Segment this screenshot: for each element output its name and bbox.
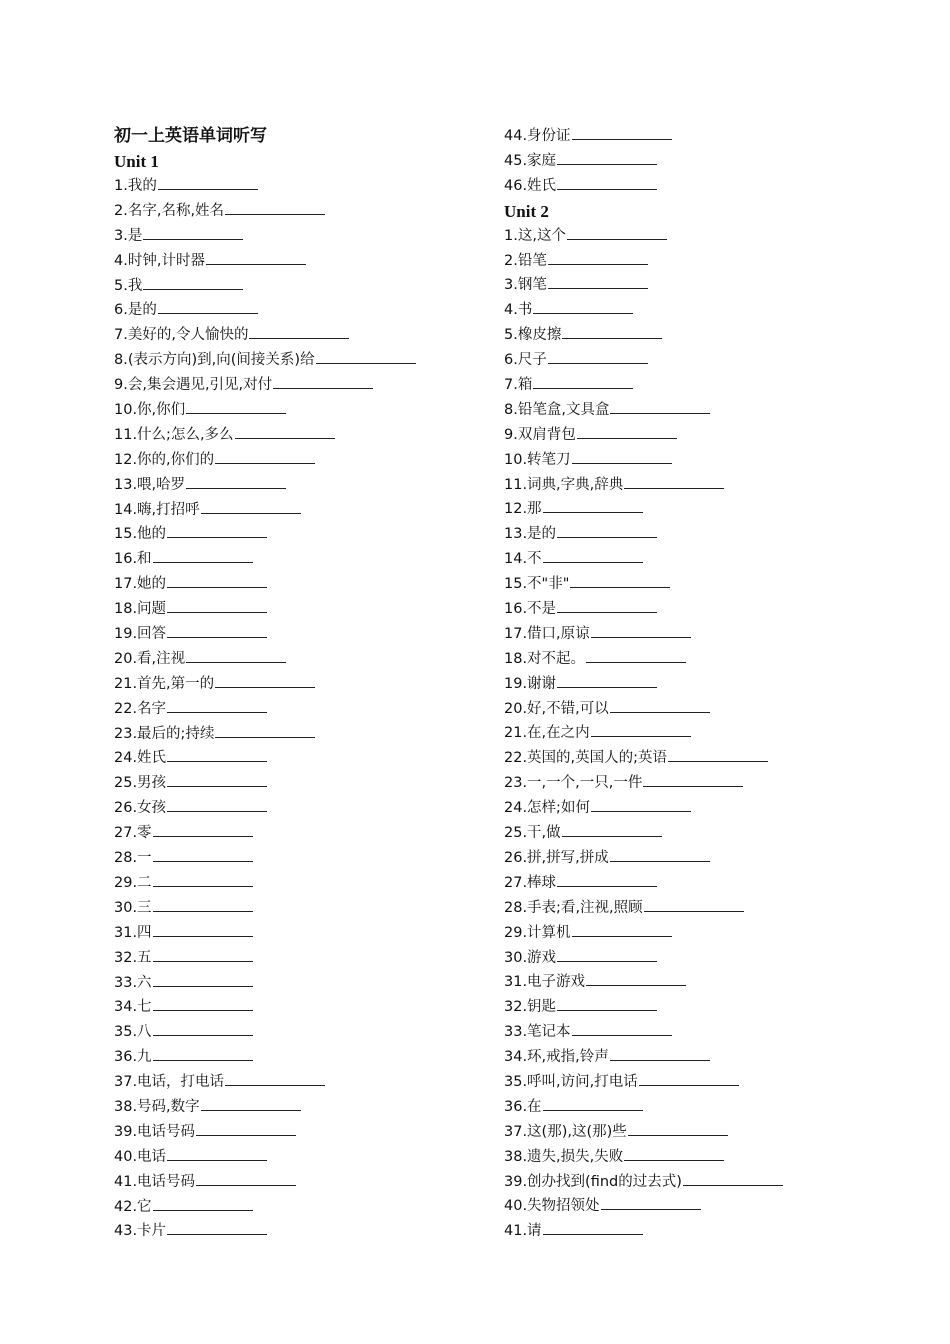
answer-blank bbox=[610, 398, 710, 414]
dictation-item-label: 32.钥匙 bbox=[504, 999, 557, 1016]
dictation-item-label: 27.零 bbox=[114, 825, 152, 842]
dictation-item-label: 31.电子游戏 bbox=[504, 974, 586, 991]
dictation-item-label: 16.和 bbox=[114, 551, 152, 568]
dictation-item-label: 18.对不起。 bbox=[504, 650, 586, 667]
dictation-item bbox=[114, 1020, 494, 1045]
answer-blank bbox=[201, 1095, 301, 1111]
left-column bbox=[114, 124, 494, 1244]
dictation-item-label: 22.名字 bbox=[114, 700, 167, 717]
dictation-item bbox=[504, 746, 904, 771]
dictation-item-label: 6.是的 bbox=[114, 302, 157, 319]
dictation-item-label: 24.姓氏 bbox=[114, 750, 167, 767]
dictation-item bbox=[504, 846, 904, 871]
answer-blank bbox=[153, 921, 253, 937]
dictation-item-label: 21.在,在之内 bbox=[504, 725, 590, 742]
answer-blank bbox=[557, 871, 657, 887]
dictation-item bbox=[504, 1219, 904, 1244]
page-title: 初一上英语单词听写 bbox=[114, 126, 267, 146]
dictation-item bbox=[504, 597, 904, 622]
answer-blank bbox=[143, 224, 243, 240]
dictation-item-label: 8.(表示方向)到,向(间接关系)给 bbox=[114, 352, 315, 369]
dictation-item bbox=[504, 448, 904, 473]
dictation-item-label: 45.家庭 bbox=[504, 152, 557, 169]
answer-blank bbox=[557, 672, 657, 688]
answer-blank bbox=[167, 597, 267, 613]
answer-blank bbox=[639, 1070, 739, 1086]
answer-blank bbox=[548, 348, 648, 364]
dictation-item bbox=[114, 821, 494, 846]
dictation-item-label: 28.手表;看,注视,照顾 bbox=[504, 899, 643, 916]
answer-blank bbox=[235, 423, 335, 439]
dictation-item-label: 34.七 bbox=[114, 999, 152, 1016]
dictation-item bbox=[114, 224, 494, 249]
dictation-item bbox=[504, 1170, 904, 1195]
dictation-item bbox=[114, 547, 494, 572]
dictation-item bbox=[114, 298, 494, 323]
dictation-item bbox=[504, 124, 904, 149]
answer-blank bbox=[586, 970, 686, 986]
dictation-item-label: 19.谢谢 bbox=[504, 675, 557, 692]
answer-blank bbox=[167, 622, 267, 638]
dictation-item bbox=[114, 498, 494, 523]
dictation-item-label: 15.不"非" bbox=[504, 576, 570, 593]
dictation-item bbox=[504, 273, 904, 298]
dictation-item-label: 5.我 bbox=[114, 277, 143, 294]
answer-blank bbox=[196, 1120, 296, 1136]
answer-blank bbox=[543, 1219, 643, 1235]
dictation-item bbox=[504, 298, 904, 323]
dictation-item bbox=[114, 398, 494, 423]
dictation-item-label: 11.什么;怎么,多么 bbox=[114, 426, 234, 443]
dictation-item bbox=[114, 1170, 494, 1195]
dictation-item bbox=[114, 572, 494, 597]
answer-blank bbox=[153, 971, 253, 987]
dictation-item-label: 21.首先,第一的 bbox=[114, 675, 215, 692]
dictation-item-label: 37.电话，打电话 bbox=[114, 1074, 225, 1091]
dictation-item bbox=[114, 846, 494, 871]
answer-blank bbox=[316, 348, 416, 364]
answer-blank bbox=[557, 149, 657, 165]
dictation-item-label: 41.电话号码 bbox=[114, 1173, 196, 1190]
dictation-item-label: 26.女孩 bbox=[114, 800, 167, 817]
dictation-item bbox=[114, 921, 494, 946]
dictation-item-label: 33.笔记本 bbox=[504, 1024, 571, 1041]
answer-blank bbox=[158, 174, 258, 190]
dictation-item bbox=[114, 971, 494, 996]
dictation-item bbox=[114, 1045, 494, 1070]
dictation-item-label: 14.嗨,打招呼 bbox=[114, 501, 200, 518]
answer-blank bbox=[196, 1170, 296, 1186]
answer-blank bbox=[543, 497, 643, 513]
answer-blank bbox=[644, 896, 744, 912]
dictation-item bbox=[504, 1194, 904, 1219]
dictation-item bbox=[114, 423, 494, 448]
dictation-item-label: 33.六 bbox=[114, 974, 152, 991]
dictation-item-label: 23.一,一个,一只,一件 bbox=[504, 775, 643, 792]
dictation-item bbox=[504, 249, 904, 274]
answer-blank bbox=[225, 199, 325, 215]
dictation-item-label: 5.橡皮擦 bbox=[504, 327, 562, 344]
answer-blank bbox=[610, 1045, 710, 1061]
dictation-item-label: 46.姓氏 bbox=[504, 177, 557, 194]
answer-blank bbox=[543, 547, 643, 563]
dictation-item-label: 13.喂,哈罗 bbox=[114, 476, 186, 493]
dictation-item bbox=[114, 1120, 494, 1145]
answer-blank bbox=[548, 273, 648, 289]
dictation-item bbox=[114, 597, 494, 622]
dictation-item bbox=[114, 199, 494, 224]
dictation-item bbox=[504, 921, 904, 946]
answer-blank bbox=[548, 249, 648, 265]
dictation-item-label: 25.男孩 bbox=[114, 775, 167, 792]
dictation-item-label: 35.呼叫,访问,打电话 bbox=[504, 1073, 638, 1090]
answer-blank bbox=[201, 498, 301, 514]
dictation-item bbox=[504, 672, 904, 697]
answer-blank bbox=[225, 1070, 325, 1086]
dictation-item-label: 40.失物招领处 bbox=[504, 1198, 600, 1215]
dictation-item-label: 23.最后的;持续 bbox=[114, 725, 215, 742]
answer-blank bbox=[153, 846, 253, 862]
right-column bbox=[504, 124, 904, 1244]
answer-blank bbox=[186, 473, 286, 489]
unit-1-heading: Unit 1 bbox=[114, 152, 159, 171]
answer-blank bbox=[167, 771, 267, 787]
dictation-item-label: 7.箱 bbox=[504, 377, 533, 394]
dictation-item bbox=[114, 323, 494, 348]
dictation-item bbox=[504, 1095, 904, 1120]
dictation-item bbox=[504, 373, 904, 398]
dictation-item-label: 3.是 bbox=[114, 227, 143, 244]
answer-blank bbox=[572, 921, 672, 937]
dictation-item-label: 15.他的 bbox=[114, 526, 167, 543]
answer-blank bbox=[167, 572, 267, 588]
answer-blank bbox=[533, 298, 633, 314]
dictation-item bbox=[504, 224, 904, 249]
answer-blank bbox=[624, 1145, 724, 1161]
dictation-item-label: 44.身份证 bbox=[504, 128, 571, 144]
answer-blank bbox=[153, 896, 253, 912]
dictation-item bbox=[504, 796, 904, 821]
dictation-item bbox=[114, 1195, 494, 1220]
dictation-item bbox=[114, 722, 494, 747]
dictation-item bbox=[504, 1020, 904, 1045]
answer-blank bbox=[557, 946, 657, 962]
answer-blank bbox=[153, 946, 253, 962]
dictation-item bbox=[114, 746, 494, 771]
dictation-item-label: 20.看,注视 bbox=[114, 650, 186, 667]
dictation-item-label: 26.拼,拼写,拼成 bbox=[504, 849, 609, 866]
dictation-item bbox=[114, 672, 494, 697]
dictation-item-label: 17.借口,原谅 bbox=[504, 625, 590, 642]
dictation-item-label: 18.问题 bbox=[114, 601, 167, 618]
dictation-item bbox=[504, 622, 904, 647]
answer-blank bbox=[153, 821, 253, 837]
dictation-item bbox=[114, 1095, 494, 1120]
dictation-item-label: 32.五 bbox=[114, 949, 152, 966]
dictation-item-label: 30.游戏 bbox=[504, 949, 557, 966]
answer-blank bbox=[557, 995, 657, 1011]
dictation-item-label: 8.铅笔盒,文具盒 bbox=[504, 401, 610, 418]
dictation-item-label: 9.双肩背包 bbox=[504, 426, 576, 443]
answer-blank bbox=[153, 1195, 253, 1211]
answer-blank bbox=[562, 821, 662, 837]
answer-blank bbox=[557, 174, 657, 190]
dictation-item-label: 20.好,不错,可以 bbox=[504, 700, 609, 717]
dictation-item bbox=[504, 473, 904, 498]
unit-2-heading: Unit 2 bbox=[504, 201, 549, 221]
dictation-item-label: 40.电话 bbox=[114, 1148, 167, 1165]
dictation-item bbox=[114, 946, 494, 971]
dictation-item-label: 6.尺子 bbox=[504, 352, 547, 369]
answer-blank bbox=[628, 1120, 728, 1136]
dictation-item-label: 42.它 bbox=[114, 1198, 152, 1215]
dictation-item bbox=[504, 497, 904, 522]
answer-blank bbox=[153, 995, 253, 1011]
dictation-item-label: 7.美好的,令人愉快的 bbox=[114, 327, 249, 344]
dictation-item bbox=[504, 522, 904, 547]
dictation-item-label: 30.三 bbox=[114, 899, 152, 916]
answer-blank bbox=[167, 1219, 267, 1235]
answer-blank bbox=[543, 1095, 643, 1111]
dictation-item bbox=[114, 373, 494, 398]
dictation-item-label: 29.二 bbox=[114, 874, 152, 891]
dictation-item bbox=[114, 249, 494, 274]
answer-blank bbox=[557, 522, 657, 538]
dictation-item bbox=[504, 423, 904, 448]
dictation-item-label: 41.请 bbox=[504, 1223, 542, 1240]
dictation-item bbox=[114, 871, 494, 896]
answer-blank bbox=[153, 1020, 253, 1036]
dictation-item-label: 22.英国的,英国人的;英语 bbox=[504, 750, 668, 767]
dictation-item-label: 1.我的 bbox=[114, 178, 157, 194]
answer-blank bbox=[153, 547, 253, 563]
answer-blank bbox=[158, 298, 258, 314]
dictation-item bbox=[114, 697, 494, 722]
dictation-item-label: 38.号码,数字 bbox=[114, 1098, 200, 1115]
answer-blank bbox=[249, 323, 349, 339]
answer-blank bbox=[153, 1045, 253, 1061]
dictation-item bbox=[504, 547, 904, 572]
answer-blank bbox=[153, 871, 253, 887]
answer-blank bbox=[601, 1194, 701, 1210]
dictation-item-label: 1.这,这个 bbox=[504, 227, 566, 244]
answer-blank bbox=[591, 721, 691, 737]
dictation-item bbox=[504, 896, 904, 921]
dictation-item bbox=[504, 647, 904, 672]
dictation-item bbox=[114, 1145, 494, 1170]
answer-blank bbox=[572, 1020, 672, 1036]
dictation-item bbox=[504, 995, 904, 1020]
dictation-item bbox=[114, 622, 494, 647]
answer-blank bbox=[273, 373, 373, 389]
dictation-item bbox=[504, 721, 904, 746]
dictation-item bbox=[114, 896, 494, 921]
dictation-item-label: 38.遗失,损失,失败 bbox=[504, 1148, 624, 1165]
answer-blank bbox=[624, 473, 724, 489]
dictation-item-label: 34.环,戒指,铃声 bbox=[504, 1049, 609, 1066]
dictation-item bbox=[504, 174, 904, 199]
dictation-item bbox=[504, 398, 904, 423]
answer-blank bbox=[562, 323, 662, 339]
answer-blank bbox=[186, 398, 286, 414]
dictation-item bbox=[114, 1219, 494, 1244]
dictation-item bbox=[114, 274, 494, 299]
dictation-item-label: 12.那 bbox=[504, 501, 542, 518]
answer-blank bbox=[586, 647, 686, 663]
dictation-item-label: 39.电话号码 bbox=[114, 1123, 196, 1140]
dictation-item-label: 4.时钟,计时器 bbox=[114, 252, 205, 269]
answer-blank bbox=[643, 771, 743, 787]
dictation-item bbox=[504, 821, 904, 846]
answer-blank bbox=[572, 124, 672, 140]
dictation-item-label: 31.四 bbox=[114, 924, 152, 941]
dictation-item bbox=[114, 995, 494, 1020]
dictation-item bbox=[114, 448, 494, 473]
answer-blank bbox=[557, 597, 657, 613]
dictation-item bbox=[114, 647, 494, 672]
dictation-item bbox=[114, 473, 494, 498]
unit-2-list bbox=[504, 224, 904, 1245]
answer-blank bbox=[215, 448, 315, 464]
dictation-item bbox=[114, 1070, 494, 1095]
answer-blank bbox=[215, 722, 315, 738]
answer-blank bbox=[577, 423, 677, 439]
dictation-item-label: 2.名字,名称,姓名 bbox=[114, 202, 225, 219]
dictation-item-label: 2.铅笔 bbox=[504, 252, 547, 269]
dictation-item bbox=[504, 348, 904, 373]
dictation-item bbox=[504, 1045, 904, 1070]
answer-blank bbox=[167, 697, 267, 713]
dictation-item bbox=[504, 697, 904, 722]
answer-blank bbox=[683, 1170, 783, 1186]
dictation-item-label: 11.词典,字典,辞典 bbox=[504, 476, 624, 493]
dictation-item bbox=[114, 174, 494, 199]
dictation-item-label: 14.不 bbox=[504, 551, 542, 568]
answer-blank bbox=[167, 746, 267, 762]
dictation-item-label: 16.不是 bbox=[504, 601, 557, 618]
dictation-item bbox=[504, 1145, 904, 1170]
unit-1-list bbox=[114, 174, 494, 1244]
dictation-item-label: 13.是的 bbox=[504, 526, 557, 543]
dictation-item bbox=[114, 771, 494, 796]
dictation-item-label: 10.你,你们 bbox=[114, 402, 186, 419]
dictation-item-label: 39.创办找到(find的过去式) bbox=[504, 1173, 682, 1190]
dictation-item-label: 35.八 bbox=[114, 1024, 152, 1041]
dictation-item bbox=[504, 1120, 904, 1145]
dictation-item bbox=[504, 946, 904, 971]
answer-blank bbox=[570, 572, 670, 588]
dictation-item bbox=[504, 323, 904, 348]
answer-blank bbox=[215, 672, 315, 688]
dictation-item-label: 3.钢笔 bbox=[504, 277, 547, 294]
dictation-item-label: 37.这(那),这(那)些 bbox=[504, 1123, 627, 1140]
dictation-item-label: 17.她的 bbox=[114, 576, 167, 593]
dictation-item bbox=[504, 149, 904, 174]
answer-blank bbox=[186, 647, 286, 663]
dictation-item-label: 27.棒球 bbox=[504, 874, 557, 891]
answer-blank bbox=[167, 1145, 267, 1161]
answer-blank bbox=[167, 522, 267, 538]
dictation-item-label: 43.卡片 bbox=[114, 1223, 167, 1240]
dictation-item-label: 36.在 bbox=[504, 1098, 542, 1115]
unit-1-list-continued bbox=[504, 124, 904, 199]
dictation-item bbox=[504, 1070, 904, 1095]
dictation-item-label: 29.计算机 bbox=[504, 924, 571, 941]
dictation-item-label: 10.转笔刀 bbox=[504, 451, 571, 468]
answer-blank bbox=[206, 249, 306, 265]
dictation-item bbox=[504, 771, 904, 796]
answer-blank bbox=[668, 746, 768, 762]
dictation-item-label: 24.怎样;如何 bbox=[504, 800, 590, 817]
dictation-item bbox=[114, 796, 494, 821]
answer-blank bbox=[591, 796, 691, 812]
answer-blank bbox=[143, 274, 243, 290]
answer-blank bbox=[610, 697, 710, 713]
dictation-item-label: 36.九 bbox=[114, 1049, 152, 1066]
dictation-item-label: 12.你的,你们的 bbox=[114, 451, 215, 468]
dictation-item-label: 9.会,集会遇见,引见,对付 bbox=[114, 377, 273, 394]
answer-blank bbox=[167, 796, 267, 812]
dictation-item-label: 19.回答 bbox=[114, 626, 167, 643]
dictation-item-label: 28.一 bbox=[114, 850, 152, 867]
answer-blank bbox=[610, 846, 710, 862]
answer-blank bbox=[572, 448, 672, 464]
dictation-item bbox=[504, 871, 904, 896]
dictation-item-label: 4.书 bbox=[504, 302, 533, 319]
dictation-item bbox=[114, 522, 494, 547]
dictation-item bbox=[504, 970, 904, 995]
answer-blank bbox=[591, 622, 691, 638]
answer-blank bbox=[533, 373, 633, 389]
dictation-item bbox=[114, 348, 494, 373]
dictation-item-label: 25.干,做 bbox=[504, 825, 561, 842]
answer-blank bbox=[567, 224, 667, 240]
dictation-item bbox=[504, 572, 904, 597]
